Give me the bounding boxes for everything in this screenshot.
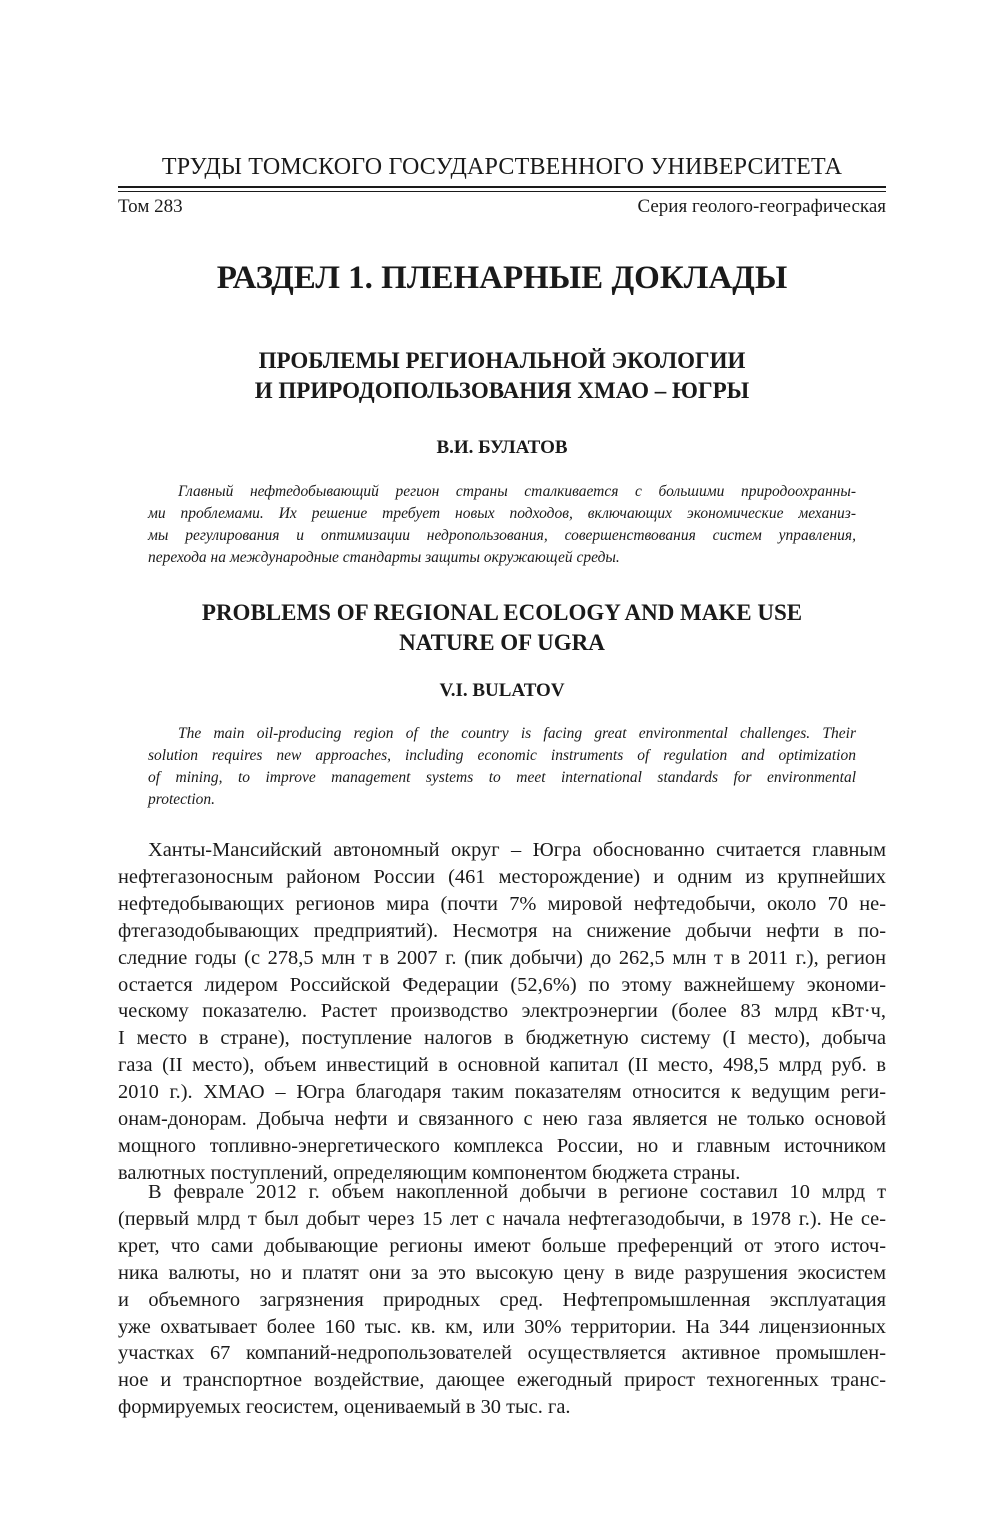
body-line: крет, что сами добывающие регионы имеют больше преференций от этого источ- bbox=[118, 1234, 886, 1257]
title-ru-line: И ПРИРОДОПОЛЬЗОВАНИЯ ХМАО – ЮГРЫ bbox=[254, 378, 750, 403]
title-en-line: NATURE OF UGRA bbox=[399, 630, 605, 655]
title-ru-line: ПРОБЛЕМЫ РЕГИОНАЛЬНОЙ ЭКОЛОГИИ bbox=[258, 348, 746, 373]
body-line: Ханты-Мансийский автономный округ – Югра обоснованно считается главным bbox=[148, 839, 886, 861]
title-en-line: PROBLEMS OF REGIONAL ECOLOGY AND MAKE USE bbox=[201, 600, 803, 625]
abstract-en-line: of mining, to improve management systems to meet international standards for environmental bbox=[148, 769, 856, 786]
body-line: (первый млрд т был добыт через 15 лет с начала нефтегазодобычи, в 1978 г.). Не се- bbox=[118, 1207, 886, 1230]
abstract-ru-line: ми проблемами. Их решение требует новых подходов, включающих экономические механиз- bbox=[148, 505, 856, 522]
series-label: Серия геолого-географическая bbox=[637, 196, 886, 217]
body-line: и объемного загрязнения природных сред. Нефтепромышленная эксплуатация bbox=[118, 1288, 886, 1311]
header-rule-thick bbox=[118, 186, 886, 188]
abstract-ru-line: Главный нефтедобывающий регион страны сталкивается с большими природоохранны- bbox=[178, 483, 856, 500]
abstract-ru bbox=[148, 481, 856, 569]
body-paragraph-1 bbox=[118, 837, 886, 1187]
body-line: фтегазодобывающих предприятий). Несмотря на снижение добычи нефти в по- bbox=[118, 919, 886, 942]
abstract-en-line: solution requires new approaches, including economic instruments of regulation and optimization bbox=[148, 747, 856, 764]
author-en: V.I. BULATOV bbox=[439, 680, 565, 701]
article-title-en bbox=[118, 598, 886, 658]
journal-title: ТРУДЫ ТОМСКОГО ГОСУДАРСТВЕННОГО УНИВЕРСИТЕТА bbox=[161, 154, 843, 180]
body-line: нефтедобывающих регионов мира (почти 7% мировой нефтедобычи, около 70 не- bbox=[118, 892, 886, 915]
abstract-ru-line: перехода на международные стандарты защиты окружающей среды. bbox=[148, 549, 620, 566]
body-line: уже охватывает более 160 тыс. кв. км, или 30% территории. На 344 лицензионных bbox=[118, 1315, 886, 1338]
article-title-ru bbox=[118, 346, 886, 406]
body-line: ческому показателю. Растет производство электроэнергии (более 83 млрд кВт·ч, bbox=[118, 1000, 886, 1023]
body-line: формируемых геосистем, оцениваемый в 30 тыс. га. bbox=[118, 1396, 571, 1419]
abstract-en-line: The main oil-producing region of the country is facing great environmental challenges. Their bbox=[178, 725, 856, 742]
body-line: онам-донорам. Добыча нефти и связанного с нею газа является не только основой bbox=[118, 1108, 886, 1131]
header-rule-thin bbox=[118, 191, 886, 192]
body-line: газа (II место), объем инвестиций в основной капитал (II место, 498,5 млрд руб. в bbox=[118, 1054, 886, 1077]
header-meta bbox=[118, 195, 886, 219]
body-line: валютных поступлений, определяющим компонентом бюджета страны. bbox=[118, 1161, 741, 1184]
body-line: участках 67 компаний-недропользователей осуществляется активное промышлен- bbox=[118, 1342, 886, 1365]
body-line: следние годы (с 278,5 млн т в 2007 г. (пик добычи) до 262,5 млн т в 2011 г.), регион bbox=[118, 946, 886, 969]
body-line: I место в стране), поступление налогов в бюджетную систему (I место), добыча bbox=[118, 1027, 886, 1050]
section-title: РАЗДЕЛ 1. ПЛЕНАРНЫЕ ДОКЛАДЫ bbox=[216, 260, 788, 296]
author-ru: В.И. БУЛАТОВ bbox=[436, 437, 568, 458]
body-line: ника валюты, но и платят они за это высокую цену в виде разрушения экосистем bbox=[118, 1261, 886, 1284]
body-line: нефтегазоносным районом России (461 месторождение) и одним из крупнейших bbox=[118, 865, 886, 888]
abstract-ru-line: мы регулирования и оптимизации недропользования, совершенствования систем управления, bbox=[148, 527, 856, 544]
body-line: мощного топливно-энергетического комплекса России, но и главным источником bbox=[118, 1134, 886, 1157]
body-line: В феврале 2012 г. объем накопленной добычи в регионе составил 10 млрд т bbox=[148, 1181, 886, 1203]
body-line: 2010 г.). ХМАО – Югра благодаря таким показателям относится к ведущим реги- bbox=[118, 1081, 886, 1104]
abstract-en-line: protection. bbox=[148, 791, 216, 808]
volume-label: Том 283 bbox=[118, 196, 183, 217]
body-line: ное и транспортное воздействие, дающее ежегодный прирост техногенных транс- bbox=[118, 1369, 886, 1392]
body-line: остается лидером Российской Федерации (52,6%) по этому важнейшему экономи- bbox=[118, 973, 886, 996]
abstract-en bbox=[148, 723, 856, 811]
body-paragraph-2 bbox=[118, 1179, 886, 1421]
